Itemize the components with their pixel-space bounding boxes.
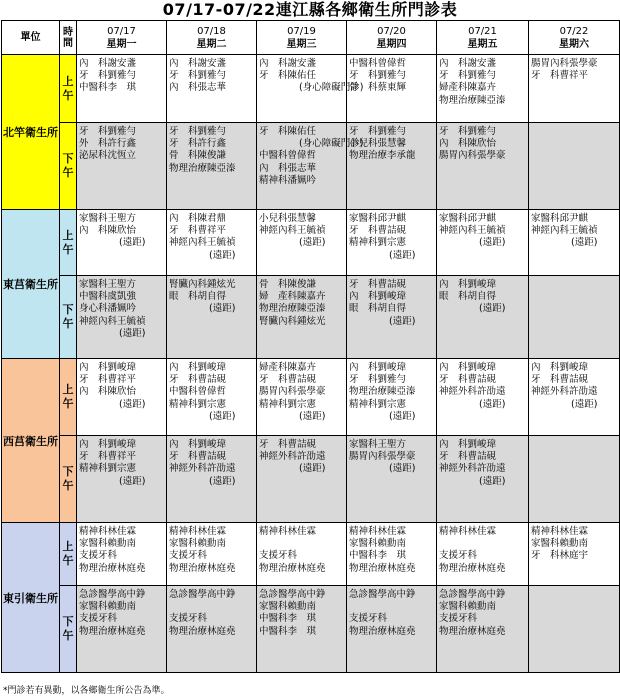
header-day: 07/18 星期二: [167, 21, 257, 55]
schedule-cell: [347, 210, 437, 276]
schedule-cell: [437, 436, 529, 523]
header-unit: 單位: [2, 21, 60, 55]
schedule-entry: 神經內科王毓禎: [439, 225, 506, 237]
schedule-entry: 物理治療林庭堯: [439, 625, 506, 637]
schedule-cell: [77, 523, 167, 586]
schedule-entry: (遠距): [119, 237, 146, 249]
schedule-entry: 物理治療林庭堯: [169, 562, 236, 574]
schedule-entry: 眼 科胡自得: [169, 291, 227, 303]
schedule-cell: [529, 523, 620, 586]
schedule-entry: 牙 科劉雅勻: [349, 70, 407, 82]
schedule-entry: 神經內科王毓禎: [169, 237, 236, 249]
schedule-entry: 牙 科曹詰硯: [531, 374, 589, 386]
schedule-entry: 精神科潘姵吟: [259, 174, 317, 186]
schedule-row-pm: [2, 586, 620, 673]
schedule-entry: 物理治療李承龍: [349, 150, 416, 162]
schedule-cell: [167, 436, 257, 523]
schedule-cell: [529, 359, 620, 436]
schedule-cell: [167, 276, 257, 359]
schedule-entry: 牙 科劉雅勻: [349, 126, 407, 137]
schedule-cell: [77, 359, 167, 436]
schedule-cell: [167, 210, 257, 276]
schedule-entry: 中醫科曾偉哲: [349, 58, 407, 69]
schedule-entry: 支援牙科: [169, 613, 208, 625]
schedule-entry: 腸胃內科張學豪: [531, 58, 598, 69]
schedule-entry: 牙 科曹詰硯: [169, 451, 227, 463]
schedule-entry: 牙 科曹祥平: [169, 225, 227, 237]
schedule-entry: 支援牙科: [79, 613, 118, 625]
schedule-cell: [437, 123, 529, 210]
schedule-cell: [347, 436, 437, 523]
station-name: 東莒衛生所: [2, 210, 60, 359]
schedule-entry: 內 科劉峻瑋: [349, 291, 407, 303]
schedule-cell: [437, 586, 529, 673]
session-label-text: 下午: [62, 615, 74, 642]
schedule-entry: (遠距): [209, 249, 236, 261]
session-label-text: 下午: [62, 303, 74, 330]
schedule-cell: [257, 586, 347, 673]
schedule-entry: 支援牙科: [79, 550, 118, 562]
schedule-entry: (遠距): [389, 463, 416, 475]
schedule-entry: 內 科謝安盞: [169, 58, 227, 69]
schedule-cell: [347, 55, 437, 123]
schedule-entry: 眼 科胡自得: [439, 291, 497, 303]
schedule-entry: 家醫科王聖方: [79, 213, 137, 224]
schedule-entry: 內 科謝安盞: [79, 58, 137, 69]
header-day: 07/21 星期五: [437, 21, 529, 55]
schedule-entry: (遠距): [389, 249, 416, 261]
schedule-entry: 家醫科賴勳南: [531, 538, 589, 550]
schedule-entry: 內 科劉峻瑋: [531, 362, 589, 373]
header-day: 07/19 星期三: [257, 21, 347, 55]
session-label-text: 下午: [62, 152, 74, 179]
schedule-entry: 物理治療陳亞溱: [169, 162, 236, 174]
schedule-entry: 牙 科曹祥平: [531, 70, 589, 82]
schedule-entry: (遠距): [479, 475, 506, 487]
session-label-text: 下午: [62, 465, 74, 492]
schedule-entry: (身心障礙門診): [299, 138, 364, 150]
schedule-entry: 家醫科賴勳南: [169, 538, 227, 550]
schedule-entry: 物理治療林庭堯: [349, 562, 416, 574]
schedule-entry: 家醫科王聖方: [349, 439, 407, 450]
header-day: 07/17 星期一: [77, 21, 167, 55]
schedule-cell: [77, 276, 167, 359]
schedule-cell: [167, 523, 257, 586]
schedule-cell: [437, 55, 529, 123]
schedule-entry: (遠距): [299, 237, 326, 249]
schedule-entry: 物理治療陳亞溱: [439, 94, 506, 106]
schedule-row-am: [2, 55, 620, 123]
schedule-entry: 腎臟內科鍾炫光: [259, 315, 326, 327]
schedule-entry: 牙 科曹詰硯: [259, 374, 317, 386]
schedule-entry: 內 科陳欣怡: [439, 138, 497, 150]
schedule-entry: (遠距): [209, 475, 236, 487]
schedule-entry: 支援牙科: [439, 550, 478, 562]
schedule-entry: 物理治療林庭堯: [79, 562, 146, 574]
schedule-entry: 牙 科劉雅勻: [79, 70, 137, 82]
schedule-entry: (身心障礙門診): [299, 82, 364, 94]
schedule-row-am: [2, 210, 620, 276]
schedule-entry: 骨 科陳俊謙: [169, 150, 227, 162]
session-label: [60, 276, 77, 359]
header-time: 時間: [60, 21, 77, 55]
schedule-cell: [257, 55, 364, 123]
schedule-entry: 支援牙科: [439, 613, 478, 625]
schedule-cell: [437, 523, 529, 586]
schedule-entry: 內 科張志華: [169, 82, 227, 94]
schedule-entry: 婦產科陳嘉卉: [259, 362, 317, 373]
station-name: 西莒衛生所: [2, 359, 60, 523]
schedule-cell: [257, 210, 347, 276]
schedule-entry: 神經內科王毓禎: [79, 315, 146, 327]
schedule-entry: 牙 科劉雅勻: [79, 126, 137, 137]
schedule-entry: (遠距): [209, 303, 236, 315]
schedule-entry: (遠距): [479, 303, 506, 315]
schedule-entry: (遠距): [389, 410, 416, 422]
station-name: 東引衛生所: [2, 523, 60, 673]
schedule-cell: [167, 123, 257, 210]
schedule-entry: 精神科林佳霖: [169, 526, 227, 537]
schedule-entry: 精神科劉宗憲: [169, 398, 227, 410]
session-label-text: 上午: [62, 540, 74, 567]
schedule-entry: 物理治療林庭堯: [259, 562, 326, 574]
schedule-entry: (遠距): [571, 398, 598, 410]
schedule-entry: 牙 科曹詰硯: [349, 225, 407, 237]
schedule-entry: 牙 科劉雅勻: [169, 70, 227, 82]
schedule-entry: 牙 科劉雅勻: [349, 374, 407, 386]
schedule-entry: 牙 科曹詰硯: [349, 279, 407, 290]
schedule-entry: 家醫科邱尹麒: [349, 213, 407, 224]
schedule-entry: (遠距): [389, 315, 416, 327]
schedule-entry: 家醫科賴勳南: [349, 538, 407, 550]
schedule-entry: 中醫科李 琪: [259, 613, 317, 625]
schedule-entry: 神經內科王毓禎: [259, 225, 326, 237]
schedule-entry: 精神科林佳霖: [439, 526, 497, 537]
schedule-entry: 牙 科許行鑫: [169, 138, 227, 150]
schedule-entry: 家醫科王聖方: [79, 279, 137, 290]
schedule-cell: [167, 586, 257, 673]
schedule-entry: 精神科林佳霖: [349, 526, 407, 537]
schedule-entry: (遠距): [479, 398, 506, 410]
schedule-entry: (遠距): [209, 410, 236, 422]
schedule-entry: 中醫科李 琪: [79, 82, 137, 94]
page-title: 07/17-07/22連江縣各鄉衛生所門診表: [162, 0, 458, 19]
schedule-entry: 牙 科曹祥平: [79, 374, 137, 386]
schedule-entry: (遠距): [479, 237, 506, 249]
schedule-entry: 急診醫學高中錚: [169, 589, 236, 600]
schedule-entry: 內 科劉峻瑋: [439, 279, 497, 290]
schedule-entry: 內 科劉峻瑋: [439, 362, 497, 373]
schedule-entry: 牙 科劉雅勻: [439, 70, 497, 82]
schedule-cell: [347, 359, 437, 436]
schedule-entry: 中醫科曾偉哲: [259, 150, 317, 162]
schedule-row-pm: [2, 276, 620, 359]
schedule-entry: 物理治療林庭堯: [439, 562, 506, 574]
schedule-entry: 牙 科劉雅勻: [439, 126, 497, 137]
schedule-entry: 內 科劉峻瑋: [349, 362, 407, 373]
schedule-entry: 中醫科虞凱強: [79, 291, 137, 303]
schedule-entry: 家醫科賴勳南: [79, 601, 137, 613]
header-row: [2, 21, 620, 55]
schedule-entry: 牙 科陳佑任: [259, 126, 317, 137]
schedule-entry: 物理治療陳亞溱: [349, 386, 416, 398]
schedule-cell: [529, 55, 620, 123]
schedule-entry: 內 科劉峻瑋: [439, 439, 497, 450]
schedule-entry: 精神科劉宗憲: [79, 463, 137, 475]
schedule-entry: 內 科劉峻瑋: [169, 362, 227, 373]
schedule-cell: [529, 436, 620, 523]
schedule-entry: 急診醫學高中錚: [259, 589, 326, 600]
schedule-entry: [169, 601, 256, 613]
schedule-entry: 神經內科王毓禎: [531, 225, 598, 237]
schedule-entry: 精神科林佳霖: [531, 526, 589, 537]
schedule-cell: [347, 276, 437, 359]
schedule-entry: 內 科陳欣怡: [79, 225, 137, 237]
schedule-entry: 支援牙科: [259, 550, 298, 562]
schedule-entry: 物理治療陳亞溱: [259, 303, 326, 315]
header-day: 07/20 星期四: [347, 21, 437, 55]
schedule-cell: [77, 210, 167, 276]
schedule-entry: 內 科陳欣怡: [79, 386, 137, 398]
schedule-entry: 中醫科曾偉哲: [169, 386, 227, 398]
schedule-entry: 急診醫學高中錚: [349, 589, 416, 600]
schedule-entry: 牙 科陳佑任: [259, 70, 317, 82]
schedule-cell: [257, 359, 347, 436]
schedule-entry: 物理治療林庭堯: [169, 625, 236, 637]
schedule-entry: 內 科陳君鼎: [169, 213, 227, 224]
schedule-entry: 家醫科賴勳南: [439, 601, 497, 613]
schedule-entry: 牙 科曹詰硯: [259, 439, 317, 450]
schedule-cell: [347, 523, 437, 586]
schedule-entry: 急診醫學高中錚: [439, 589, 506, 600]
schedule-row-am: [2, 359, 620, 436]
session-label: [60, 523, 77, 586]
schedule-cell: [347, 586, 437, 673]
schedule-entry: 眼 科胡自得: [349, 303, 407, 315]
schedule-entry: 精神科林佳霖: [79, 526, 137, 537]
schedule-entry: 神經外科許劭遠: [259, 451, 326, 463]
schedule-entry: 身心科潘姵吟: [79, 303, 137, 315]
schedule-entry: (遠距): [119, 398, 146, 410]
schedule-entry: 家醫科邱尹麒: [439, 213, 497, 224]
schedule-entry: 骨 科陳俊謙: [259, 279, 317, 290]
schedule-entry: 內 科謝安盞: [259, 58, 317, 69]
session-label: [60, 55, 77, 123]
schedule-cell: [437, 359, 529, 436]
schedule-entry: (遠距): [119, 327, 146, 339]
clinic-schedule-table: [1, 20, 620, 673]
schedule-cell: [77, 55, 167, 123]
schedule-cell: [529, 586, 620, 673]
schedule-entry: 內 科張志華: [259, 162, 317, 174]
schedule-entry: 精神科林佳霖: [259, 526, 317, 537]
schedule-entry: (遠距): [299, 463, 326, 475]
header-day: 07/22 星期六: [529, 21, 620, 55]
schedule-entry: 內 科劉峻瑋: [79, 439, 137, 450]
schedule-entry: (遠距): [571, 237, 598, 249]
schedule-cell: [529, 123, 620, 210]
schedule-entry: 物理治療林庭堯: [79, 625, 146, 637]
schedule-entry: 內 科謝安盞: [439, 58, 497, 69]
schedule-body: [2, 55, 620, 673]
schedule-entry: 腎臟內科鍾炫光: [169, 279, 236, 290]
schedule-entry: 家醫科賴勳南: [79, 538, 137, 550]
schedule-entry: 中醫科李 琪: [259, 625, 317, 637]
schedule-entry: 神經外科許劭遠: [439, 386, 506, 398]
schedule-entry: 神經外科許劭遠: [169, 463, 236, 475]
schedule-entry: 精神科劉宗憲: [349, 237, 407, 249]
session-label: [60, 210, 77, 276]
schedule-entry: 小兒科張慧馨: [349, 138, 407, 150]
schedule-entry: 婦產科陳嘉卉: [439, 82, 497, 94]
schedule-entry: 腸胃內科張學豪: [439, 150, 506, 162]
schedule-entry: 內 科劉峻瑋: [79, 362, 137, 373]
schedule-cell: [77, 123, 167, 210]
schedule-entry: [439, 538, 528, 550]
schedule-cell: [529, 210, 620, 276]
schedule-entry: 牙 科曹詰硯: [439, 374, 497, 386]
schedule-cell: [77, 586, 167, 673]
schedule-row-pm: [2, 436, 620, 523]
schedule-entry: 牙 科劉雅勻: [169, 126, 227, 137]
schedule-cell: [347, 123, 437, 210]
session-label: [60, 436, 77, 523]
schedule-entry: 家醫科邱尹麒: [531, 213, 589, 224]
schedule-entry: [349, 601, 436, 613]
schedule-cell: [257, 523, 347, 586]
schedule-entry: 精神科劉宗憲: [349, 398, 407, 410]
schedule-entry: 小兒科張慧馨: [259, 213, 317, 224]
schedule-entry: 腸胃內科張學豪: [259, 386, 326, 398]
schedule-entry: 物理治療林庭堯: [349, 625, 416, 637]
schedule-entry: 神經外科許劭遠: [439, 463, 506, 475]
schedule-entry: 精神科劉宗憲: [259, 398, 317, 410]
schedule-entry: (遠距): [119, 475, 146, 487]
schedule-cell: [77, 436, 167, 523]
schedule-entry: 外 科許行鑫: [79, 138, 137, 150]
schedule-entry: 泌尿科沈恆立: [79, 150, 137, 162]
schedule-entry: (遠距): [299, 410, 326, 422]
schedule-entry: [259, 538, 346, 550]
schedule-cell: [437, 276, 529, 359]
schedule-entry: 牙 科曹詰硯: [169, 374, 227, 386]
schedule-entry: 骨 科蔡東輝: [349, 82, 407, 94]
schedule-cell: [257, 276, 347, 359]
session-label-text: 上午: [62, 74, 74, 102]
schedule-entry: 婦 產科陳嘉卉: [259, 291, 326, 303]
schedule-entry: 支援牙科: [349, 613, 388, 625]
session-label-text: 上午: [62, 228, 74, 256]
station-name: 北竿衛生所: [2, 55, 60, 210]
schedule-row-pm: [2, 123, 620, 210]
session-label: [60, 586, 77, 673]
schedule-cell: [437, 210, 529, 276]
schedule-entry: 牙 科曹詰硯: [439, 451, 497, 463]
schedule-cell: [257, 123, 364, 210]
schedule-entry: 內 科劉峻瑋: [169, 439, 227, 450]
schedule-cell: [167, 359, 257, 436]
session-label: [60, 123, 77, 210]
schedule-entry: 中醫科李 琪: [349, 550, 407, 562]
schedule-entry: 家醫科賴勳南: [259, 601, 317, 613]
schedule-cell: [257, 436, 347, 523]
schedule-entry: 牙 科林庭宇: [531, 550, 589, 562]
schedule-cell: [529, 276, 620, 359]
schedule-entry: 急診醫學高中錚: [79, 589, 146, 600]
session-label-text: 上午: [62, 383, 74, 410]
schedule-entry: 牙 科曹祥平: [79, 451, 137, 463]
schedule-entry: 支援牙科: [169, 550, 208, 562]
session-label: [60, 359, 77, 436]
footnote: *門診若有異動，以各鄉衛生所公告為準。: [3, 686, 170, 696]
schedule-cell: [167, 55, 257, 123]
schedule-entry: 腸胃內科張學豪: [349, 451, 416, 463]
schedule-row-am: [2, 523, 620, 586]
schedule-entry: 神經外科許劭遠: [531, 386, 598, 398]
